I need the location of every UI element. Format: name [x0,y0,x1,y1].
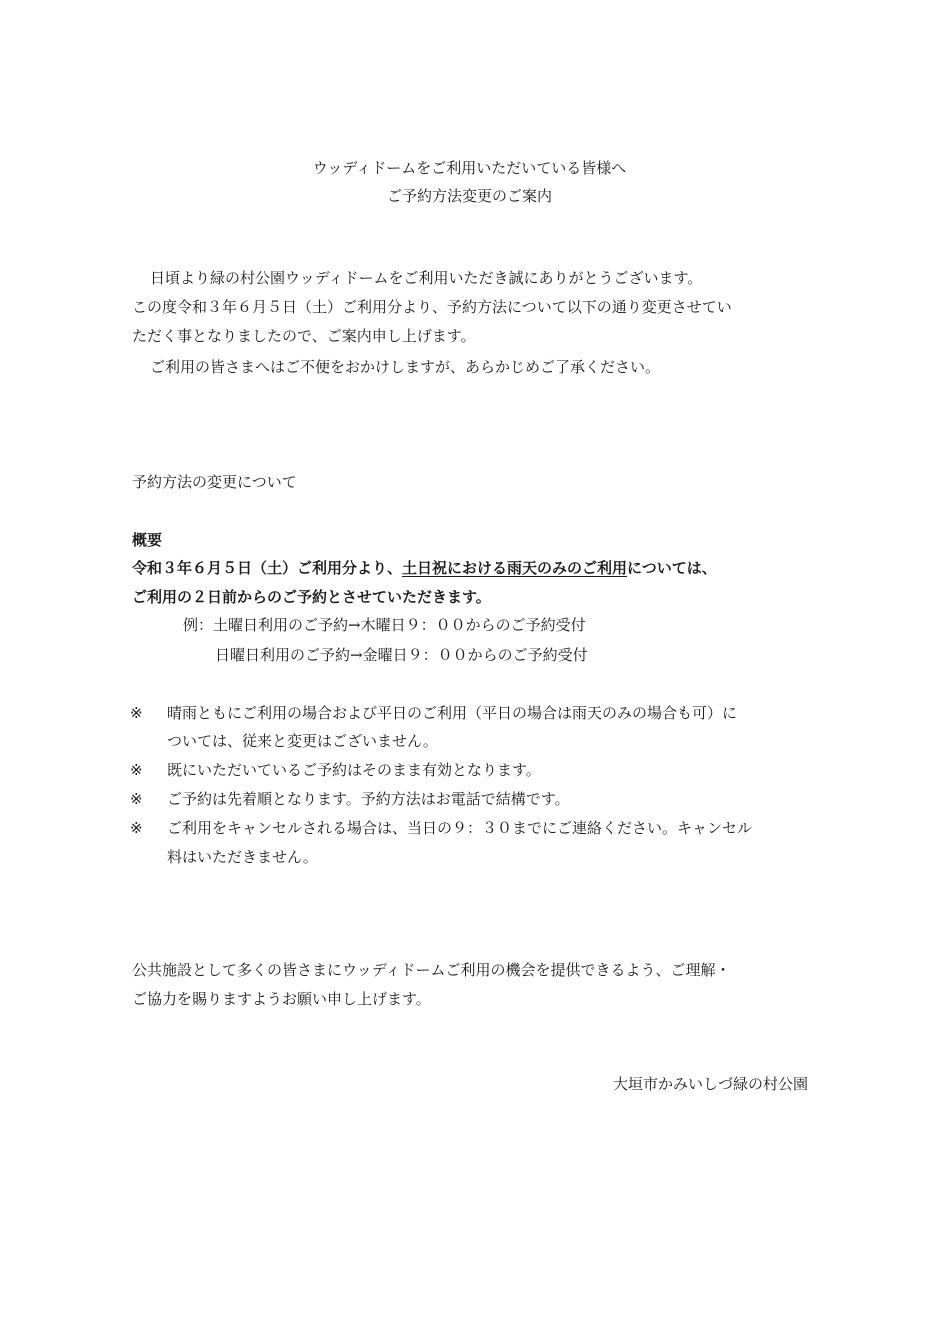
example-saturday: 例：土曜日利用のご予約→木曜日９：００からのご予約受付 [183,616,586,634]
overview-line-1-post: については、 [627,559,717,577]
closing-line-1: 公共施設として多くの皆さまにウッディドームご利用の機会を提供できるよう、ご理解・ [132,961,731,979]
overview-line-2: ご利用の２日前からのご予約とさせていただきます。 [132,588,491,606]
note-2-mark: ※ [130,761,143,779]
section-heading: 予約方法の変更について [132,473,297,491]
note-4-text-line-1: ご利用をキャンセルされる場合は、当日の９：３０までにご連絡ください。キャンセル [167,819,753,837]
example-sunday: 日曜日利用のご予約→金曜日９：００からのご予約受付 [215,646,588,664]
signature-organization: 大垣市かみいしづ緑の村公園 [612,1075,808,1093]
note-1-line-2: ついては、従来と変更はございません。 [167,732,438,750]
note-3-text: ご予約は先着順となります。予約方法はお電話で結構です。 [167,790,570,808]
overview-line-1 [132,558,717,578]
note-1-text-line-1: 晴雨ともにご利用の場合および平日のご利用（平日の場合は雨天のみの場合も可）に [167,704,738,722]
note-3-mark: ※ [130,790,143,808]
intro-line-1: 日頃より緑の村公園ウッディドームをご利用いただき誠にありがとうございます。 [150,269,703,287]
closing-line-2: ご協力を賜りますようお願い申し上げます。 [132,990,431,1008]
intro-line-3: ただく事となりましたので、ご案内申し上げます。 [132,327,476,345]
note-1-mark: ※ [130,704,143,722]
note-4-line-2: 料はいただきません。 [167,848,318,866]
intro-line-4: ご利用の皆さまへはご不便をおかけしますが、あらかじめご了承ください。 [150,358,661,376]
intro-line-2: この度令和３年６月５日（土）ご利用分より、予約方法について以下の通り変更させてい [132,298,732,316]
note-4-mark: ※ [130,819,143,837]
overview-line-1-underlined: 土日祝における雨天のみのご利用 [402,559,628,577]
note-2-text: 既にいただいているご予約はそのまま有効となります。 [167,761,541,779]
document-title-line-2: ご予約方法変更のご案内 [386,187,552,205]
overview-line-1-pre: 令和３年６月５日（土）ご利用分より、 [132,559,403,577]
overview-label: 概要 [132,531,163,549]
document-title-line-1: ウッディドームをご利用いただいている皆様へ [312,159,627,177]
